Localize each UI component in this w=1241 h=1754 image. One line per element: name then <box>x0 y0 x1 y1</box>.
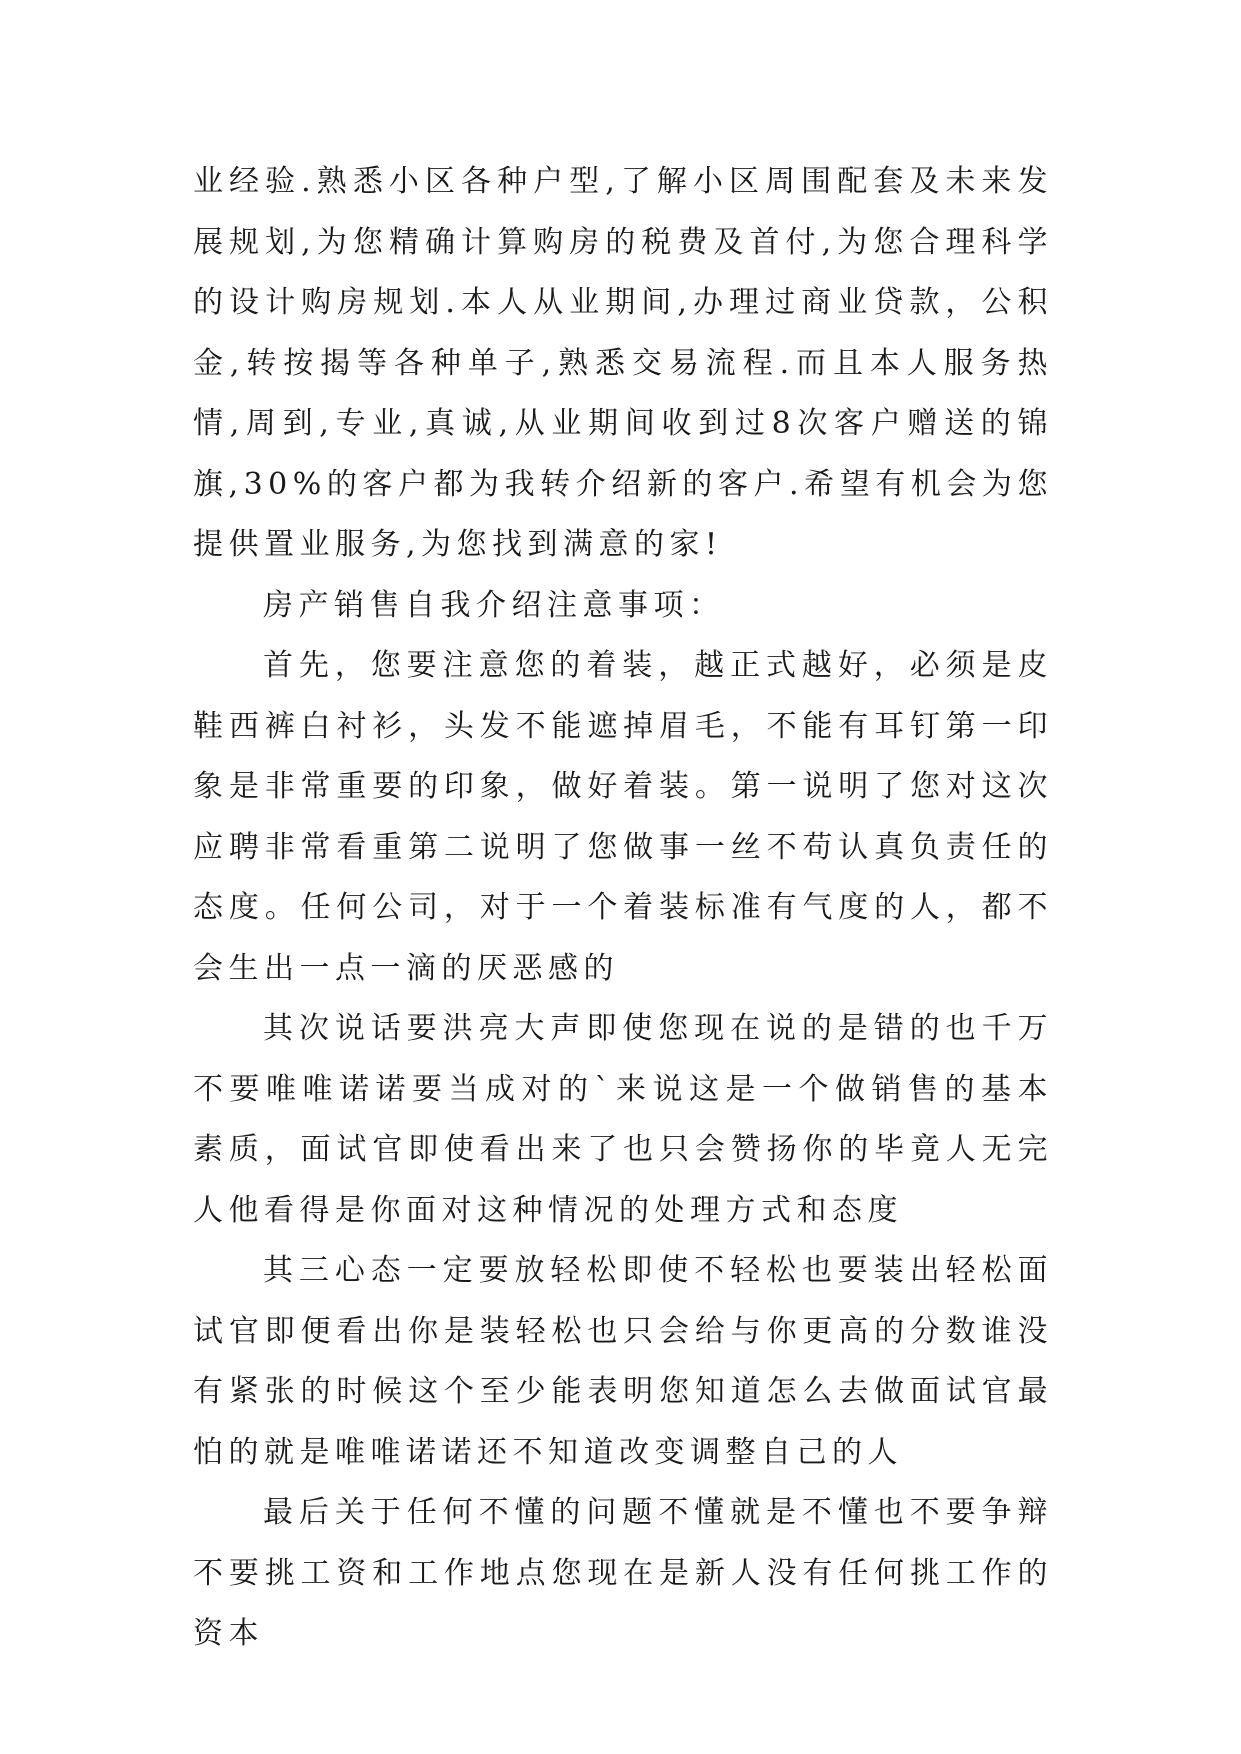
paragraph-experience: 业经验.熟悉小区各种户型,了解小区周围配套及未来发展规划,为您精确计算购房的税费及首付,为您合理科学的设计购房规划.本人从业期间,办理过商业贷款，公积金,转按揭等各种单子,熟悉交易流程.而且本人服务热情,周到,专业,真诚,从业期间收到过8次客户赠送的锦旗,30%的客户都为我转介绍新的客户.希望有机会为您提供置业服务,为您找到满意的家! <box>193 164 1053 562</box>
paragraph-finally: 最后关于任何不懂的问题不懂就是不懂也不要争辩不要挑工资和工作地点您现在是新人没有任何挑工作的资本 <box>193 1495 1053 1651</box>
paragraph-speaking: 其次说话要洪亮大声即使您现在说的是错的也千万不要唯唯诺诺要当成对的`来说这是一个做销售的基本素质，面试官即使看出来了也只会赞扬你的毕竟人无完人他看得是你面对这种情况的处理方式和态度 <box>193 1011 1053 1228</box>
paragraph-mindset: 其三心态一定要放轻松即使不轻松也要装出轻松面试官即便看出你是装轻松也只会给与你更高的分数谁没有紧张的时候这个至少能表明您知道怎么去做面试官最怕的就是唯唯诺诺还不知道改变调整自己的人 <box>193 1253 1053 1470</box>
paragraph-attire: 首先，您要注意您的着装，越正式越好，必须是皮鞋西裤白衬衫，头发不能遮掉眉毛，不能有耳钉第一印象是非常重要的印象，做好着装。第一说明了您对这次应聘非常看重第二说明了您做事一丝不苟认真负责任的态度。任何公司，对于一个着装标准有气度的人，都不会生出一点一滴的厌恶感的 <box>193 648 1053 986</box>
document-body <box>193 152 1053 1665</box>
paragraph-notes-heading: 房产销售自我介绍注意事项： <box>263 587 725 623</box>
